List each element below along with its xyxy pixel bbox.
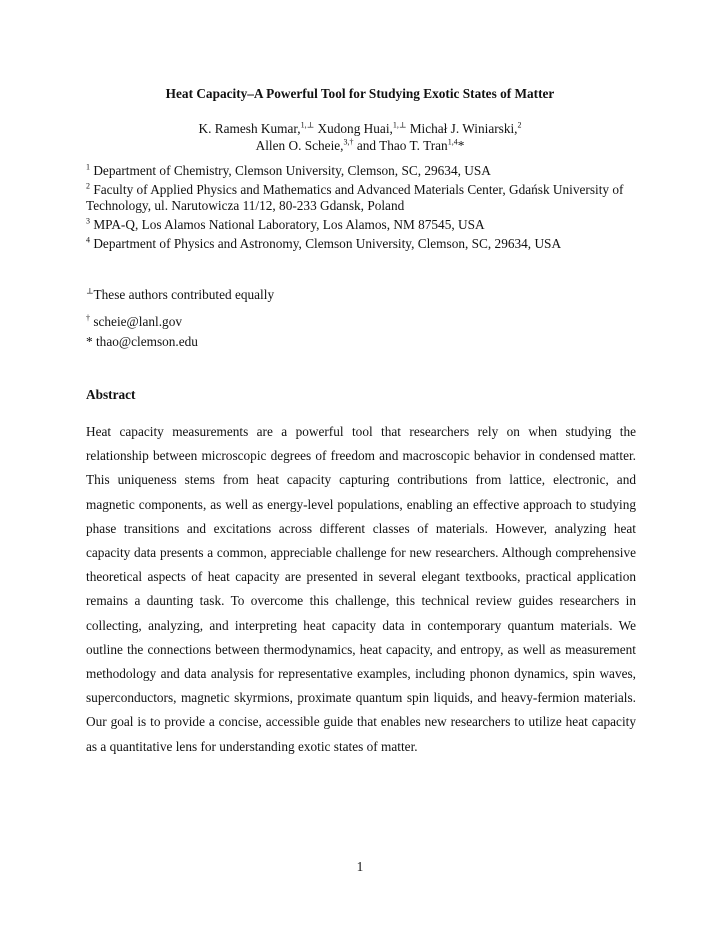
affiliation-item [86, 217, 636, 233]
equal-contribution-note [86, 287, 636, 303]
author-affiliation-marker: 3,† [343, 137, 354, 147]
dagger-marker: † [86, 313, 90, 323]
author-line-1 [0, 120, 720, 137]
author-line-2 [0, 137, 720, 154]
author-affiliation-marker: 2 [517, 120, 522, 130]
author-name: and Thao T. Tran [353, 138, 448, 153]
affiliation-text: MPA-Q, Los Alamos National Laboratory, Los Alamos, NM 87545, USA [93, 217, 485, 232]
abstract-body: Heat capacity measurements are a powerful tool that researchers rely on when studying the relationship between microscopic degrees of freedom and macroscopic behavior in condensed matter. This uniqueness stems from heat capacity capturing contributions from lattice, electronic, and magnetic components, as well as energy-level populations, enabling an effective approach to studying phase transitions and excitations across different classes of materials. However, analyzing heat capacity data presents a common, appreciable challenge for new researchers. Although comprehensive theoretical aspects of heat capacity are presented in several elegant textbooks, practical application remains a daunting task. To overcome this challenge, this technical review guides researchers in collecting, analyzing, and interpreting heat capacity data in contemporary quantum materials. We outline the connections between thermodynamics, heat capacity, and entropy, as well as measurement methodology and data analysis for representative examples, including phonon dynamics, spin waves, superconductors, magnetic skyrmions, proximate quantum spin liquids, and heavy-fermion materials. Our goal is to provide a concise, accessible guide that enables new researchers to utilize heat capacity as a quantitative lens for understanding exotic states of matter. [86, 424, 636, 754]
corresponding-email-note[interactable]: * thao@clemson.edu [86, 334, 198, 349]
author-list [0, 120, 720, 154]
affiliation-number: 4 [86, 235, 90, 245]
author-affiliation-marker: 1,4 [447, 137, 458, 147]
affiliation-number: 2 [86, 181, 90, 191]
page-number: 1 [356, 859, 364, 874]
corresponding-marker: * [457, 138, 465, 153]
abstract-heading: Abstract [86, 387, 136, 402]
affiliation-number: 1 [86, 162, 90, 172]
author-notes [86, 287, 636, 350]
equal-contribution-text: These authors contributed equally [93, 287, 275, 302]
affiliation-text: Faculty of Applied Physics and Mathematics and Advanced Materials Center, Gdańsk University of Technology, ul. Narutowicza 11/12, 80-233 Gdansk, Poland [86, 182, 624, 213]
affiliation-item [86, 236, 636, 252]
affiliation-item [86, 163, 636, 179]
affiliation-text: Department of Chemistry, Clemson University, Clemson, SC, 29634, USA [93, 163, 491, 178]
dagger-email-note [86, 314, 636, 330]
author-name: Xudong Huai, [314, 121, 393, 136]
email-link[interactable]: scheie@lanl.gov [90, 314, 183, 329]
equal-contribution-marker: ⊥ [86, 286, 94, 296]
affiliation-number: 3 [86, 216, 90, 226]
affiliation-item [86, 182, 636, 214]
author-name: K. Ramesh Kumar, [198, 121, 301, 136]
author-name: Michał J. Winiarski, [406, 121, 518, 136]
author-affiliation-marker: 1,⊥ [392, 120, 407, 130]
author-name: Allen O. Scheie, [255, 138, 344, 153]
affiliation-text: Department of Physics and Astronomy, Clemson University, Clemson, SC, 29634, USA [93, 236, 562, 251]
author-affiliation-marker: 1,⊥ [300, 120, 315, 130]
affiliation-list [86, 163, 636, 255]
paper-title: Heat Capacity‒A Powerful Tool for Studying Exotic States of Matter [165, 86, 555, 101]
